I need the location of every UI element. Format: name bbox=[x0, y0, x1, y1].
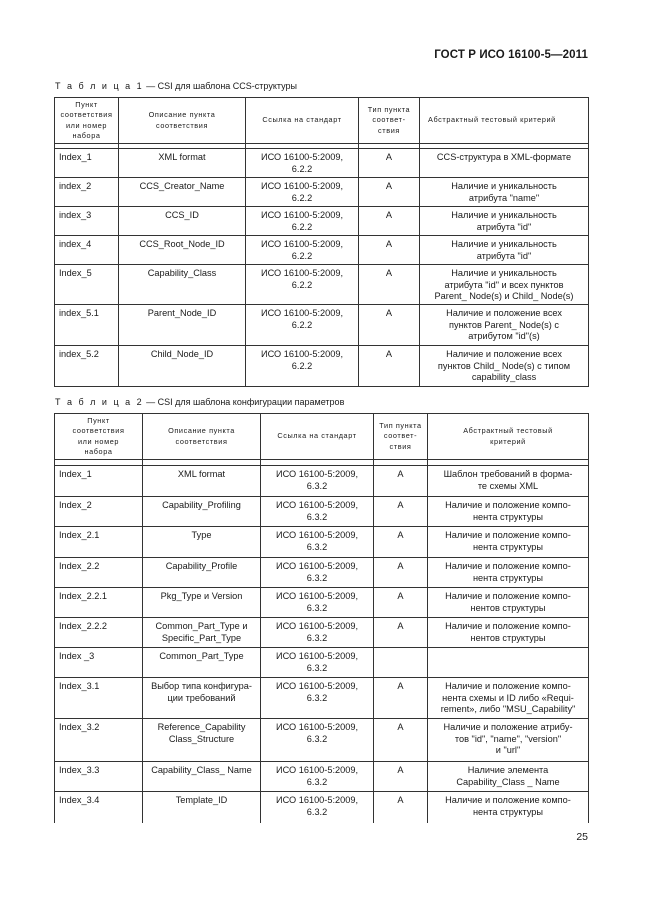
cell-item-id: Index_1 bbox=[55, 466, 143, 497]
cell-description: CCS_Creator_Name bbox=[119, 178, 246, 207]
table1-header-cell: Тип пункта соответ- ствия bbox=[359, 98, 420, 144]
cell-standard-ref: ИСО 16100-5:2009, 6.3.2 bbox=[261, 792, 374, 823]
cell-item-id: Index_5 bbox=[55, 265, 119, 305]
cell-standard-ref: ИСО 16100-5:2009, 6.3.2 bbox=[261, 558, 374, 588]
cell-description: Common_Part_Type bbox=[143, 648, 261, 678]
cell-criterion bbox=[428, 648, 589, 678]
cell-type: A bbox=[359, 346, 420, 387]
cell-criterion: Наличие элемента Capability_Class _ Name bbox=[428, 762, 589, 792]
table-row bbox=[55, 527, 589, 558]
cell-item-id: Index_2.2.2 bbox=[55, 618, 143, 648]
cell-description: Template_ID bbox=[143, 792, 261, 823]
cell-standard-ref: ИСО 16100-5:2009, 6.3.2 bbox=[261, 678, 374, 719]
table2-header-cell: Тип пункта соответ- ствия bbox=[374, 414, 428, 460]
table-row bbox=[55, 618, 589, 648]
cell-standard-ref: ИСО 16100-5:2009, 6.3.2 bbox=[261, 648, 374, 678]
table2-header-cell: Пункт соответствия или номер набора bbox=[55, 414, 143, 460]
cell-type bbox=[374, 648, 428, 678]
table1-header-cell: Пункт соответствия или номер набора bbox=[55, 98, 119, 144]
cell-type: A bbox=[359, 236, 420, 265]
cell-standard-ref: ИСО 16100-5:2009, 6.2.2 bbox=[246, 346, 359, 387]
table1-body bbox=[55, 149, 589, 387]
cell-type: A bbox=[374, 762, 428, 792]
table-row bbox=[55, 466, 589, 497]
cell-type: A bbox=[374, 588, 428, 618]
cell-criterion: Наличие и уникальность атрибута "id" и всех пунктов Parent_ Node(s) и Child_ Node(s) bbox=[420, 265, 589, 305]
cell-description: Type bbox=[143, 527, 261, 558]
table-row bbox=[55, 719, 589, 762]
table2-body bbox=[55, 466, 589, 823]
cell-item-id: index_4 bbox=[55, 236, 119, 265]
cell-type: A bbox=[374, 678, 428, 719]
cell-type: A bbox=[359, 149, 420, 178]
table-row bbox=[55, 346, 589, 387]
table2-header-cell: Описание пункта соответствия bbox=[143, 414, 261, 460]
table-row bbox=[55, 236, 589, 265]
table-row bbox=[55, 762, 589, 792]
cell-standard-ref: ИСО 16100-5:2009, 6.2.2 bbox=[246, 236, 359, 265]
cell-criterion: Наличие и положение атрибу- тов "id", "name", "version" и "url" bbox=[428, 719, 589, 762]
cell-standard-ref: ИСО 16100-5:2009, 6.2.2 bbox=[246, 207, 359, 236]
cell-description: Child_Node_ID bbox=[119, 346, 246, 387]
cell-criterion: Наличие и положение компо- нента структуры bbox=[428, 558, 589, 588]
cell-item-id: Index_3.4 bbox=[55, 792, 143, 823]
cell-description: Parent_Node_ID bbox=[119, 305, 246, 346]
cell-item-id: Index_2.2.1 bbox=[55, 588, 143, 618]
cell-type: A bbox=[374, 466, 428, 497]
cell-description: Capability_Class_ Name bbox=[143, 762, 261, 792]
page-number: 25 bbox=[576, 831, 588, 843]
cell-standard-ref: ИСО 16100-5:2009, 6.3.2 bbox=[261, 762, 374, 792]
cell-criterion: Наличие и положение компо- нента структуры bbox=[428, 497, 589, 527]
cell-type: A bbox=[359, 207, 420, 236]
cell-standard-ref: ИСО 16100-5:2009, 6.3.2 bbox=[261, 618, 374, 648]
table2-caption-prefix: Т а б л и ц а 2 bbox=[55, 397, 144, 407]
cell-item-id: Index_3.1 bbox=[55, 678, 143, 719]
cell-standard-ref: ИСО 16100-5:2009, 6.3.2 bbox=[261, 588, 374, 618]
cell-item-id: Index_3.2 bbox=[55, 719, 143, 762]
table1-caption-prefix: Т а б л и ц а 1 bbox=[55, 81, 144, 91]
cell-standard-ref: ИСО 16100-5:2009, 6.2.2 bbox=[246, 265, 359, 305]
cell-criterion: Наличие и положение компо- нента структуры bbox=[428, 792, 589, 823]
cell-description: Capability_Class bbox=[119, 265, 246, 305]
cell-description: Common_Part_Type и Specific_Part_Type bbox=[143, 618, 261, 648]
cell-type: A bbox=[374, 719, 428, 762]
cell-type: A bbox=[374, 527, 428, 558]
cell-description: Capability_Profile bbox=[143, 558, 261, 588]
cell-criterion: Наличие и положение компо- нента схемы и ID либо «Requi- rement», либо "MSU_Capability" bbox=[428, 678, 589, 719]
table-row bbox=[55, 588, 589, 618]
cell-type: A bbox=[359, 305, 420, 346]
cell-item-id: Index _3 bbox=[55, 648, 143, 678]
cell-item-id: Index_3.3 bbox=[55, 762, 143, 792]
cell-description: Reference_Capability Class_Structure bbox=[143, 719, 261, 762]
table-row bbox=[55, 792, 589, 823]
table2-caption bbox=[55, 397, 344, 407]
cell-description: XML format bbox=[119, 149, 246, 178]
cell-item-id: Index_1 bbox=[55, 149, 119, 178]
cell-criterion: Наличие и уникальность атрибута "name" bbox=[420, 178, 589, 207]
cell-description: Capability_Profiling bbox=[143, 497, 261, 527]
cell-criterion: CCS-структура в XML-формате bbox=[420, 149, 589, 178]
document-standard-header: ГОСТ Р ИСО 16100-5—2011 bbox=[434, 49, 588, 61]
table-row bbox=[55, 207, 589, 236]
table1-header-cell: Абстрактный тестовый критерий bbox=[420, 98, 589, 144]
cell-criterion: Наличие и положение всех пунктов Parent_ Node(s) с атрибутом "id"(s) bbox=[420, 305, 589, 346]
cell-item-id: index_5.1 bbox=[55, 305, 119, 346]
table-row bbox=[55, 265, 589, 305]
table-csi-parameter-config bbox=[54, 413, 589, 823]
cell-description: XML format bbox=[143, 466, 261, 497]
cell-item-id: index_5.2 bbox=[55, 346, 119, 387]
table1-caption-text: — CSI для шаблона CCS-структуры bbox=[143, 81, 297, 91]
table2-header-row bbox=[55, 414, 589, 460]
cell-type: A bbox=[359, 178, 420, 207]
cell-standard-ref: ИСО 16100-5:2009, 6.2.2 bbox=[246, 149, 359, 178]
table-row bbox=[55, 558, 589, 588]
table2-header-cell: Ссылка на стандарт bbox=[261, 414, 374, 460]
cell-standard-ref: ИСО 16100-5:2009, 6.3.2 bbox=[261, 719, 374, 762]
cell-description: CCS_Root_Node_ID bbox=[119, 236, 246, 265]
cell-description: Pkg_Type и Version bbox=[143, 588, 261, 618]
cell-criterion: Наличие и положение компо- нента структуры bbox=[428, 527, 589, 558]
table-row bbox=[55, 149, 589, 178]
cell-type: A bbox=[374, 792, 428, 823]
cell-criterion: Наличие и уникальность атрибута "id" bbox=[420, 207, 589, 236]
table1-header-cell: Описание пункта соответствия bbox=[119, 98, 246, 144]
table-row bbox=[55, 305, 589, 346]
table2-caption-text: — CSI для шаблона конфигурации параметров bbox=[143, 397, 345, 407]
cell-description: Выбор типа конфигура- ции требований bbox=[143, 678, 261, 719]
table-row bbox=[55, 678, 589, 719]
cell-criterion: Наличие и положение компо- нентов структуры bbox=[428, 618, 589, 648]
cell-standard-ref: ИСО 16100-5:2009, 6.3.2 bbox=[261, 527, 374, 558]
table1-header-row bbox=[55, 98, 589, 144]
cell-item-id: Index_2.2 bbox=[55, 558, 143, 588]
table2-header-cell: Абстрактный тестовый критерий bbox=[428, 414, 589, 460]
cell-standard-ref: ИСО 16100-5:2009, 6.2.2 bbox=[246, 305, 359, 346]
cell-standard-ref: ИСО 16100-5:2009, 6.2.2 bbox=[246, 178, 359, 207]
table-row bbox=[55, 178, 589, 207]
cell-criterion: Наличие и положение всех пунктов Child_ Node(s) с типом capability_class bbox=[420, 346, 589, 387]
cell-item-id: Index_2 bbox=[55, 497, 143, 527]
cell-criterion: Шаблон требований в форма- те схемы XML bbox=[428, 466, 589, 497]
table1-caption bbox=[55, 81, 297, 91]
table-csi-ccs bbox=[54, 97, 589, 387]
cell-type: A bbox=[374, 618, 428, 648]
table1-header-cell: Ссылка на стандарт bbox=[246, 98, 359, 144]
cell-standard-ref: ИСО 16100-5:2009, 6.3.2 bbox=[261, 497, 374, 527]
cell-criterion: Наличие и положение компо- нентов структуры bbox=[428, 588, 589, 618]
cell-item-id: index_2 bbox=[55, 178, 119, 207]
cell-item-id: index_3 bbox=[55, 207, 119, 236]
cell-standard-ref: ИСО 16100-5:2009, 6.3.2 bbox=[261, 466, 374, 497]
table-row bbox=[55, 497, 589, 527]
cell-type: A bbox=[374, 558, 428, 588]
cell-type: A bbox=[359, 265, 420, 305]
table-row bbox=[55, 648, 589, 678]
cell-criterion: Наличие и уникальность атрибута "id" bbox=[420, 236, 589, 265]
cell-item-id: Index_2.1 bbox=[55, 527, 143, 558]
cell-description: CCS_ID bbox=[119, 207, 246, 236]
cell-type: A bbox=[374, 497, 428, 527]
